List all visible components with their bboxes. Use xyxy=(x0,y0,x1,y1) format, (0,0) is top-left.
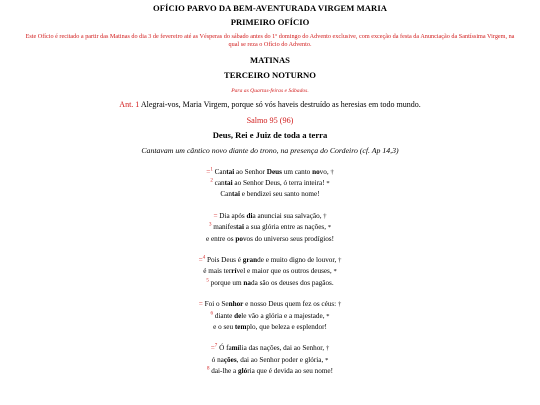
verse-line xyxy=(0,356,540,364)
verse-accent: gló xyxy=(238,366,248,375)
verse-text: vel e maior que os outros deuses, xyxy=(236,267,334,276)
verse-text: ao Senhor Deus, ó terra inteira! xyxy=(232,179,327,188)
verse-text: Can xyxy=(220,190,232,199)
verse-number: 6 xyxy=(210,311,213,317)
verse-line xyxy=(0,256,540,264)
verse-text: e bendizei seu santo nome! xyxy=(239,190,320,199)
verse-accent: di xyxy=(246,212,253,221)
verse-line xyxy=(0,223,540,231)
verse-text: lia das nações, dai ao Senhor, xyxy=(239,344,326,353)
verse-line xyxy=(0,179,540,187)
verse-text: vo, xyxy=(319,168,331,176)
verse-division-mark: † xyxy=(323,213,327,221)
verse-number: 8 xyxy=(206,366,210,372)
verse-line xyxy=(0,279,540,287)
verse-accent: tai xyxy=(231,190,240,199)
verse-text: de e muito digno de louvor, xyxy=(257,256,339,265)
verse-text: plo, que beleza e esplendor! xyxy=(246,322,327,331)
antiphon-label: Ant. 1 xyxy=(119,100,140,109)
antiphon-text: Alegrai-vos, Maria Virgem, porque só vós haveis destruído as heresias em todo mundo. xyxy=(139,100,421,109)
verse-text: e entre os xyxy=(206,234,236,243)
verse-number: 1 xyxy=(210,167,213,173)
verse-line xyxy=(0,267,540,275)
verse-text: Dia após xyxy=(217,212,247,221)
verse-line xyxy=(0,190,540,198)
days-note: Para as Quartas-feiras e Sábados. xyxy=(231,88,309,94)
verse-accent: ções xyxy=(223,355,237,364)
verse-text: ó na xyxy=(211,355,224,364)
verse-text: dai-lhe a xyxy=(209,366,239,375)
verse-accent: tai xyxy=(224,179,233,188)
verse-text: ao Senhor xyxy=(234,168,267,176)
psalm-title: Deus, Rei e Juiz de toda a terra xyxy=(212,130,328,140)
verse-text: da são os deuses dos pagãos. xyxy=(250,278,334,287)
verse-text: vos do universo seus prodígios! xyxy=(242,234,334,243)
verse-accent: Deus xyxy=(266,168,282,176)
verse-text: , dai ao Senhor poder e glória, xyxy=(236,355,326,364)
verse-accent: na xyxy=(243,278,251,287)
verse-text: é mais ter xyxy=(203,267,232,276)
verse-line xyxy=(0,168,540,176)
verse-line xyxy=(0,312,540,320)
office-subtitle: PRIMEIRO OFÍCIO xyxy=(230,17,310,27)
verse-text: Foi o Se xyxy=(202,300,229,309)
verse-number: 7 xyxy=(214,344,218,349)
verse-mark: = xyxy=(210,344,215,353)
verse-line xyxy=(0,235,540,243)
verse-division-mark: * xyxy=(326,180,330,188)
verse-text: e o seu xyxy=(213,322,235,331)
verse-line xyxy=(0,344,540,352)
verse-division-mark: * xyxy=(326,312,330,320)
nocturn-title: TERCEIRO NOTURNO xyxy=(224,70,316,80)
verse-mark: = xyxy=(198,300,203,309)
verse-text: can xyxy=(212,179,225,188)
verse-accent: gran xyxy=(242,256,258,265)
verse-accent: no xyxy=(312,168,320,176)
verse-number: 4 xyxy=(202,255,206,261)
verse-number: 5 xyxy=(206,278,209,284)
psalm-epigraph: Cantavam um cântico novo diante do trono, na presença do Cordeiro (cf. Ap 14,3) xyxy=(141,146,399,155)
verse-mark: = xyxy=(213,212,218,221)
verse-mark: = xyxy=(206,168,211,176)
verse-division-mark: * xyxy=(333,268,337,276)
verse-line xyxy=(0,300,540,308)
verse-accent: rí xyxy=(231,267,237,276)
verse-accent: tem xyxy=(234,322,247,331)
verse-text: le vão a glória e a majestade, xyxy=(241,311,327,320)
verse-text: porque um xyxy=(208,278,244,287)
verse-division-mark: † xyxy=(337,301,342,309)
verse-text: Ó fa xyxy=(217,344,232,353)
verse-text: a sua glória entre as nações, xyxy=(243,223,328,232)
verse-division-mark: † xyxy=(326,345,330,353)
verse-text: ria que é devida ao seu nome! xyxy=(247,366,334,375)
verse-mark: = xyxy=(198,256,203,265)
verse-text: e nosso Deus quem fez os céus: xyxy=(243,300,338,309)
rubric-line-2: qual se reza o Ofício do Advento. xyxy=(228,41,312,48)
verse-accent: tai xyxy=(236,223,244,232)
verse-number: 3 xyxy=(208,222,212,228)
verse-division-mark: † xyxy=(338,257,342,265)
antiphon xyxy=(0,100,540,109)
verse-text: a anunciai sua salvação, xyxy=(252,212,324,221)
verse-accent: po xyxy=(235,234,243,243)
verse-accent: tai xyxy=(226,168,235,176)
verse-text: Can xyxy=(212,168,227,176)
verse-text: Pois Deus é xyxy=(205,256,243,265)
office-title: OFÍCIO PARVO DA BEM-AVENTURADA VIRGEM MARIA xyxy=(153,3,387,13)
verse-division-mark: * xyxy=(327,224,332,232)
verse-accent: mí xyxy=(231,344,240,353)
hour-title: MATINAS xyxy=(250,55,290,65)
verse-text: manifes xyxy=(211,223,236,232)
verse-division-mark: † xyxy=(330,169,334,176)
verse-line xyxy=(0,212,540,220)
verse-accent: nhor xyxy=(228,300,244,309)
verse-number: 2 xyxy=(210,178,213,184)
verse-line xyxy=(0,367,540,375)
verse-line xyxy=(0,323,540,331)
verse-text: diante xyxy=(212,311,235,320)
verse-division-mark: * xyxy=(325,356,329,364)
psalm-number: Salmo 95 (96) xyxy=(246,116,294,125)
rubric-line-1: Este Ofício é recitado a partir das Matinas do dia 3 de fevereiro até as Vésperas do sábado antes do 1º domingo do Advento exclusive, com exceção da festa da Anunciação da Santíssima Virgem, na xyxy=(25,33,515,40)
verse-accent: de xyxy=(234,311,242,320)
verse-text: um canto xyxy=(281,168,313,176)
